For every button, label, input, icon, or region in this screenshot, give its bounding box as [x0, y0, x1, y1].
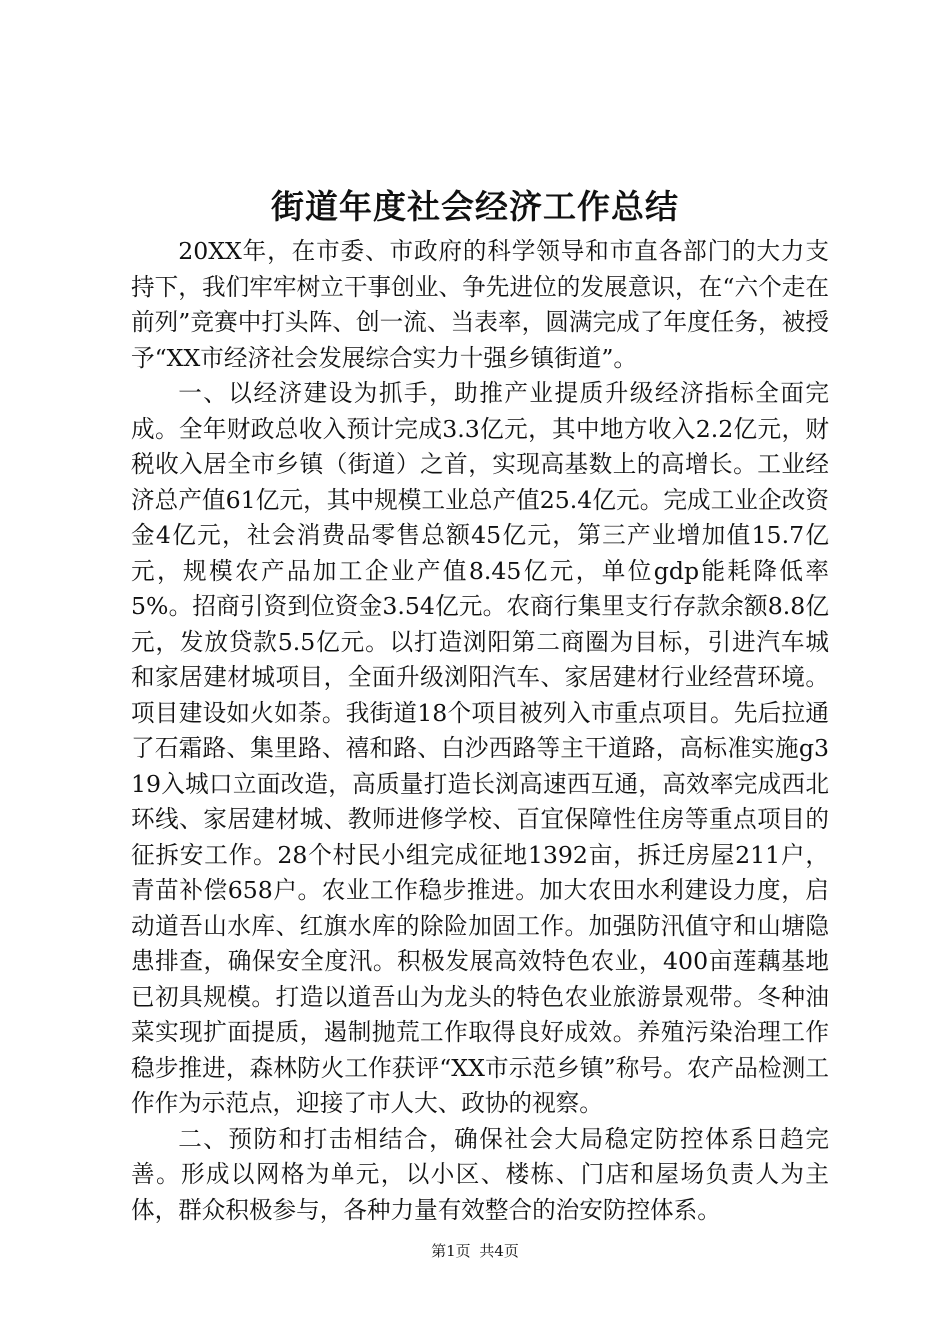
paragraph-intro: 20XX年，在市委、市政府的科学领导和市直各部门的大力支持下，我们牢牢树立干事创业、争先进位的发展意识，在“六个走在前列”竞赛中打头阵、创一流、当表率，圆满完成了年度任务，被授予“XX市经济社会发展综合实力十强乡镇街道”。 [131, 237, 829, 372]
page-total: 共4页 [479, 1242, 519, 1260]
document-title: 街道年度社会经济工作总结 [271, 187, 679, 226]
paragraph-security: 二、预防和打击相结合，确保社会大局稳定防控体系日趋完善。形成以网格为单元，以小区、楼栋、门店和屋场负责人为主体，群众积极参与，各种力量有效整合的治安防控体系。 [131, 1124, 829, 1224]
document-body [131, 234, 829, 1228]
page-footer [0, 1241, 950, 1261]
page-number: 第1页 [431, 1242, 471, 1260]
paragraph-economy: 一、以经济建设为抓手，助推产业提质升级经济指标全面完成。全年财政总收入预计完成3.3亿元，其中地方收入2.2亿元，财税收入居全市乡镇（街道）之首，实现高基数上的高增长。工业经济总产值61亿元，其中规模工业总产值25.4亿元。完成工业企改资金4亿元，社会消费品零售总额45亿元，第三产业增加值15.7亿元，规模农产品加工企业产值8.45亿元，单位gdp能耗降低率5%。招商引资到位资金3.54亿元。农商行集里支行存款余额8.8亿元，发放贷款5.5亿元。以打造浏阳第二商圈为目标，引进汽车城和家居建材城项目，全面升级浏阳汽车、家居建材行业经营环境。项目建设如火如荼。我街道18个项目被列入市重点项目。先后拉通了石霜路、集里路、禧和路、白沙西路等主干道路，高标准实施g319入城口立面改造，高质量打造长浏高速西互通，高效率完成西北环线、家居建材城、教师进修学校、百宜保障性住房等重点项目的征拆安工作。28个村民小组完成征地1392亩，拆迁房屋211户，青苗补偿658户。农业工作稳步推进。加大农田水利建设力度，启动道吾山水库、红旗水库的除险加固工作。加强防汛值守和山塘隐患排查，确保安全度汛。积极发展高效特色农业，400亩莲藕基地已初具规模。打造以道吾山为龙头的特色农业旅游景观带。冬种油菜实现扩面提质，遏制抛荒工作取得良好成效。养殖污染治理工作稳步推进，森林防火工作获评“XX市示范乡镇”称号。农产品检测工作作为示范点，迎接了市人大、政协的视察。 [131, 379, 829, 1117]
